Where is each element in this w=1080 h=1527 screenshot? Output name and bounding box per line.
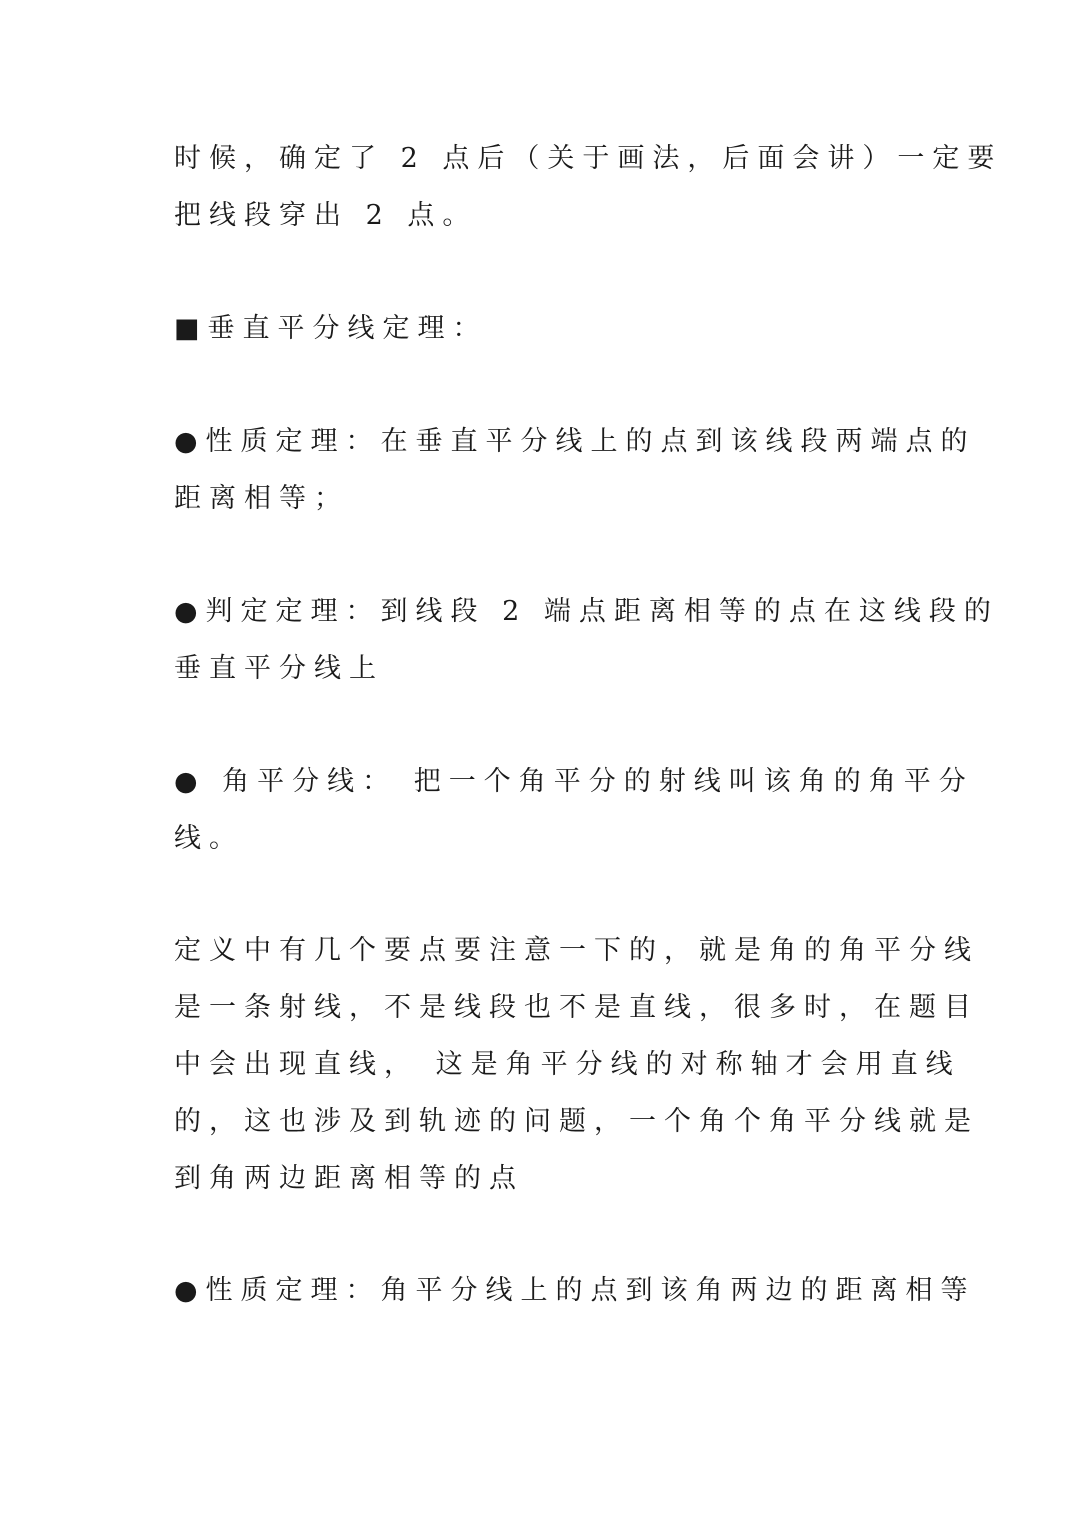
- paragraph-angle-bisector-definition: [174, 753, 974, 867]
- paragraph-definition-notes: [174, 922, 979, 1207]
- text-line: 距离相等；: [174, 483, 349, 514]
- paragraph-property-theorem-angle: [174, 1262, 976, 1319]
- text-line: 线。: [174, 823, 244, 854]
- section-heading-perpendicular-bisector: [174, 300, 909, 357]
- text-line: 是一条射线，不是线段也不是直线，很多时，在题目: [174, 992, 979, 1023]
- text-line: ●判定定理：到线段 2 端点距离相等的点在这线段的: [174, 596, 999, 627]
- text-line: 时候，确定了 2 点后（关于画法，后面会讲）一定要: [174, 143, 1003, 174]
- heading-line: ■垂直平分线定理：: [174, 313, 488, 344]
- text-line: 定义中有几个要点要注意一下的，就是角的角平分线: [174, 935, 979, 966]
- text-line: 到角两边距离相等的点: [174, 1163, 524, 1194]
- paragraph-property-theorem-perpendicular: [174, 413, 976, 527]
- text-line: ●性质定理：角平分线上的点到该角两边的距离相等: [174, 1275, 976, 1306]
- text-line: 中会出现直线， 这是角平分线的对称轴才会用直线: [174, 1049, 961, 1080]
- text-line: 把线段穿出 2 点。: [174, 200, 478, 231]
- text-line: 垂直平分线上: [174, 653, 384, 684]
- text-line: 的，这也涉及到轨迹的问题，一个角个角平分线就是: [174, 1106, 979, 1137]
- paragraph-continuation: [174, 130, 1003, 244]
- text-line: ● 角平分线： 把一个角平分的射线叫该角的角平分: [174, 766, 974, 797]
- paragraph-determination-theorem: [174, 583, 999, 697]
- text-line: ●性质定理：在垂直平分线上的点到该线段两端点的: [174, 426, 976, 457]
